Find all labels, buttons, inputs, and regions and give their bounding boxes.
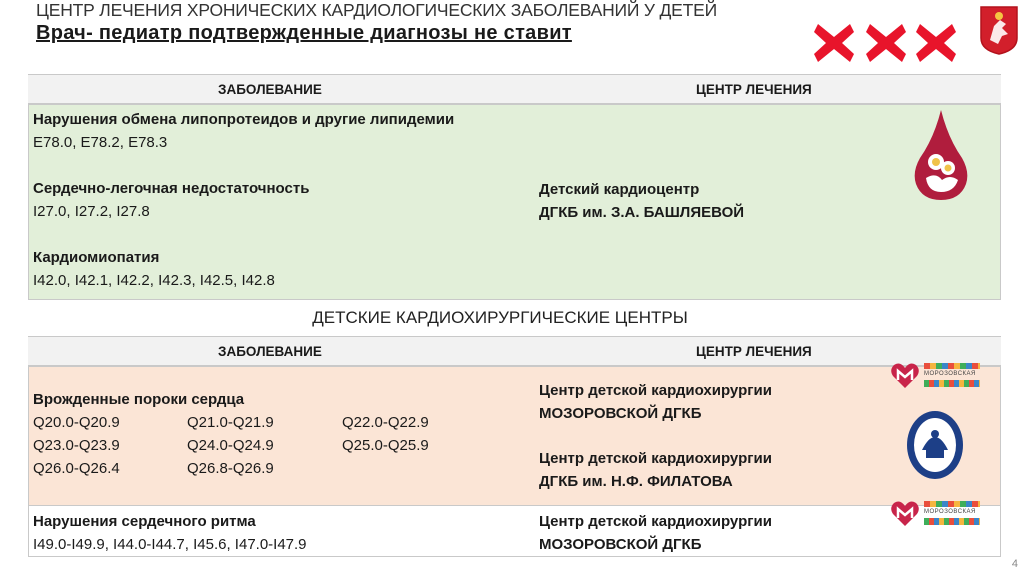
center-name: Центр детской кардиохирургии: [539, 450, 772, 467]
table2-header: [28, 336, 1001, 366]
table1-col-disease: ЗАБОЛЕВАНИЕ: [218, 81, 322, 97]
disease-name: Сердечно-легочная недостаточность: [33, 180, 310, 197]
morozovskaya-text: МОРОЗОВСКАЯ: [924, 371, 976, 377]
bashlyaeva-heart-logo: [912, 108, 970, 202]
disease-name: Кардиомиопатия: [33, 249, 160, 266]
red-cross-icon: [914, 20, 958, 66]
page-subtitle: Врач- педиатр подтвержденные диагнозы не ставит: [36, 22, 572, 44]
heart-m-icon: [890, 500, 920, 528]
filatov-year: 1842: [927, 465, 943, 472]
table2-col-disease: ЗАБОЛЕВАНИЕ: [218, 343, 322, 359]
section-title: ДЕТСКИЕ КАРДИОХИРУРГИЧЕСКИЕ ЦЕНТРЫ: [312, 308, 688, 327]
disease-codes: E78.0, E78.2, E78.3: [33, 134, 168, 151]
morozovskaya-logo: [890, 362, 986, 392]
table2-col-center: ЦЕНТР ЛЕЧЕНИЯ: [696, 343, 812, 359]
disease-code: Q24.0-Q24.9: [187, 437, 274, 454]
red-cross-icon: [864, 20, 908, 66]
morozovskaya-text: МОРОЗОВСКАЯ: [924, 509, 976, 515]
disease-code: Q23.0-Q23.9: [33, 437, 120, 454]
disease-code: Q22.0-Q22.9: [342, 414, 429, 431]
center-name: Центр детской кардиохирургии: [539, 513, 772, 530]
disease-name: Нарушения сердечного ритма: [33, 513, 256, 530]
table2-row-congenital: [28, 366, 1001, 506]
disease-code: Q26.0-Q26.4: [33, 460, 120, 477]
center-hospital: ДГКБ им. Н.Ф. ФИЛАТОВА: [539, 473, 733, 490]
color-stripe: [924, 501, 980, 507]
disease-codes: I49.0-I49.9, I44.0-I44.7, I45.6, I47.0-I47.9: [33, 536, 307, 553]
color-stripe: [924, 518, 980, 525]
disease-codes: I42.0, I42.1, I42.2, I42.3, I42.5, I42.8: [33, 272, 275, 289]
filatov-hospital-logo: [906, 410, 964, 480]
page-title: ЦЕНТР ЛЕЧЕНИЯ ХРОНИЧЕСКИХ КАРДИОЛОГИЧЕСКИХ ЗАБОЛЕВАНИЙ У ДЕТЕЙ: [36, 0, 717, 20]
color-stripe: [924, 380, 980, 387]
disease-name: Нарушения обмена липопротеидов и другие липидемии: [33, 111, 455, 128]
disease-code: Q20.0-Q20.9: [33, 414, 120, 431]
disease-codes: I27.0, I27.2, I27.8: [33, 203, 150, 220]
center-name: Детский кардиоцентр: [539, 181, 700, 198]
center-hospital: МОЗОРОВСКОЙ ДГКБ: [539, 405, 702, 422]
disease-code: Q21.0-Q21.9: [187, 414, 274, 431]
color-stripe: [924, 363, 980, 369]
table1-header: [28, 74, 1001, 104]
center-hospital: МОЗОРОВСКОЙ ДГКБ: [539, 536, 702, 553]
red-cross-icon: [812, 20, 856, 66]
page-number: 4: [1011, 558, 1018, 570]
heart-m-icon: [890, 362, 920, 390]
center-name: Центр детской кардиохирургии: [539, 382, 772, 399]
moscow-emblem-icon: [978, 4, 1020, 56]
morozovskaya-logo: [890, 500, 986, 530]
disease-name: Врожденные пороки сердца: [33, 391, 245, 408]
disease-code: Q25.0-Q25.9: [342, 437, 429, 454]
center-hospital: ДГКБ им. З.А. БАШЛЯЕВОЙ: [539, 204, 745, 221]
disease-code: Q26.8-Q26.9: [187, 460, 274, 477]
table1-col-center: ЦЕНТР ЛЕЧЕНИЯ: [696, 81, 812, 97]
